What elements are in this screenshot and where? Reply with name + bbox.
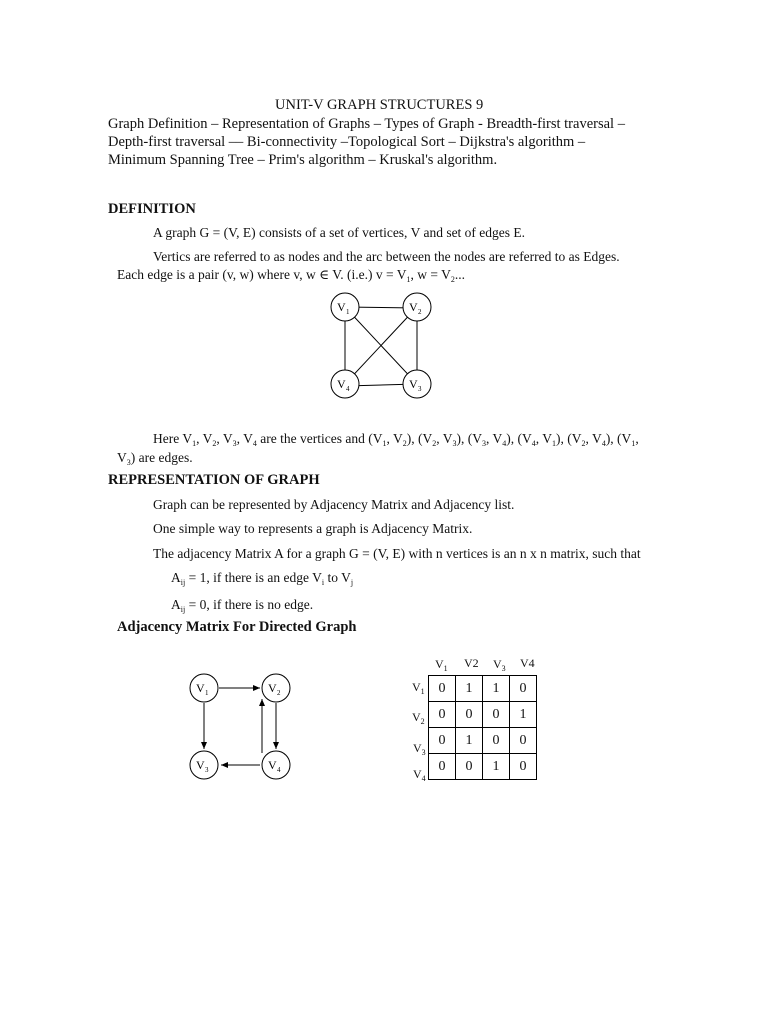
svg-text:V: V (268, 681, 277, 695)
svg-text:3: 3 (205, 766, 209, 774)
matrix-cell: 0 (510, 676, 537, 702)
svg-text:4: 4 (346, 385, 350, 393)
svg-text:V: V (196, 758, 205, 772)
graph-node (262, 674, 290, 702)
definition-line: A graph G = (V, E) consists of a set of vertices, V and set of edges E. (153, 225, 526, 240)
graph-node (403, 293, 431, 321)
svg-text:2: 2 (277, 689, 281, 697)
matrix-row (429, 676, 537, 702)
svg-text:1: 1 (346, 308, 350, 316)
adjacency-rule: $A_{ij} = 0$, if there is no edge. (171, 597, 314, 614)
graph-node (331, 370, 359, 398)
matrix-cell: 1 (483, 754, 510, 780)
svg-text:V: V (337, 377, 346, 391)
representation-heading: REPRESENTATION OF GRAPH (108, 472, 320, 488)
matrix-col-header: V2 (464, 656, 479, 670)
matrix-cell: 0 (429, 728, 456, 754)
directed-graph-heading: Adjacency Matrix For Directed Graph (117, 619, 357, 635)
matrix-cell: 0 (429, 702, 456, 728)
vertices-edges-line: Here $V_1$, $V_2$, $V_3$, $V_4$ are the vertices and ($V_1$, $V_2$), ($V_2$, $V_3$), ($V_3$, $V_4$), ($V_4$, $V_1$), ($V_2$, $V_4$), ($V_1$, (153, 431, 639, 448)
matrix-col-header: $V_1$ (435, 657, 448, 673)
text-run: ... (454, 267, 466, 282)
text-run: are the vertices and (260, 431, 365, 446)
graph-node (190, 751, 218, 779)
svg-text:V: V (409, 377, 418, 391)
vertices-edges-line-2: $V_3$) are edges. (117, 450, 193, 467)
representation-line: The adjacency Matrix A for a graph G = (V, E) with n vertices is an n x n matrix, such that (153, 546, 641, 561)
matrix-col-header: V4 (520, 656, 535, 670)
definition-heading: DEFINITION (108, 201, 196, 217)
adjacency-rule: $A_{ij} = 1$, if there is an edge $V_i$ to $V_j$ (171, 570, 354, 587)
matrix-cell: 0 (429, 676, 456, 702)
graph-node (190, 674, 218, 702)
matrix-cell: 0 (510, 728, 537, 754)
subscript: 4 (252, 439, 257, 448)
graph-node (403, 370, 431, 398)
matrix-cell: 1 (456, 728, 483, 754)
matrix-cell: 0 (483, 702, 510, 728)
matrix-cell: 0 (483, 728, 510, 754)
matrix-row (429, 728, 537, 754)
svg-text:1: 1 (205, 689, 209, 697)
matrix-cell: 1 (456, 676, 483, 702)
svg-text:2: 2 (418, 308, 422, 316)
matrix-row-header: $V_4$ (413, 767, 426, 783)
matrix-row-header: $V_1$ (412, 680, 425, 696)
matrix-row (429, 702, 537, 728)
definition-line (117, 267, 465, 283)
svg-text:4: 4 (277, 766, 281, 774)
graph-node (262, 751, 290, 779)
syllabus-line: Depth-first traversal –– Bi-connectivity –Topological Sort – Dijkstra's algorithm – (108, 134, 586, 150)
directed-graph-diagram (180, 665, 300, 790)
representation-line: One simple way to represents a graph is Adjacency Matrix. (153, 521, 473, 536)
matrix-cell: 0 (429, 754, 456, 780)
subscript: 2 (212, 439, 217, 448)
svg-text:V: V (409, 300, 418, 314)
matrix-cell: 0 (456, 754, 483, 780)
matrix-row-header: $V_3$ (413, 741, 426, 757)
text-run: Here V (153, 431, 193, 446)
syllabus-line: Graph Definition – Representation of Graphs – Types of Graph - Breadth-first traversal – (108, 116, 625, 132)
syllabus-line: Minimum Spanning Tree – Prim's algorithm – Kruskal's algorithm. (108, 152, 498, 168)
representation-line: Graph can be represented by Adjacency Matrix and Adjacency list. (153, 497, 515, 512)
svg-text:V: V (337, 300, 346, 314)
matrix-col-header: $V_3$ (493, 657, 506, 673)
svg-text:V: V (268, 758, 277, 772)
matrix-cell: 1 (483, 676, 510, 702)
text-run: are edges. (138, 450, 193, 465)
matrix-cell: 0 (510, 754, 537, 780)
adjacency-matrix (428, 675, 537, 780)
subscript: 3 (232, 439, 237, 448)
graph-node (331, 293, 359, 321)
svg-text:3: 3 (418, 385, 422, 393)
undirected-graph-diagram (320, 285, 445, 405)
matrix-row (429, 754, 537, 780)
subscript: 2 (450, 275, 455, 284)
matrix-cell: 0 (456, 702, 483, 728)
subscript: 1 (406, 275, 411, 284)
text-run: , w = V (410, 267, 451, 282)
matrix-cell: 1 (510, 702, 537, 728)
definition-line: Vertics are referred to as nodes and the arc between the nodes are referred to as Edges. (153, 249, 620, 264)
matrix-row-header: $V_2$ (412, 710, 425, 726)
svg-text:V: V (196, 681, 205, 695)
page-title: UNIT-V GRAPH STRUCTURES 9 (275, 97, 484, 113)
subscript: 1 (192, 439, 197, 448)
text-run: Each edge is a pair (v, w) where v, w ∈ V. (i.e.) v = V (117, 267, 407, 282)
